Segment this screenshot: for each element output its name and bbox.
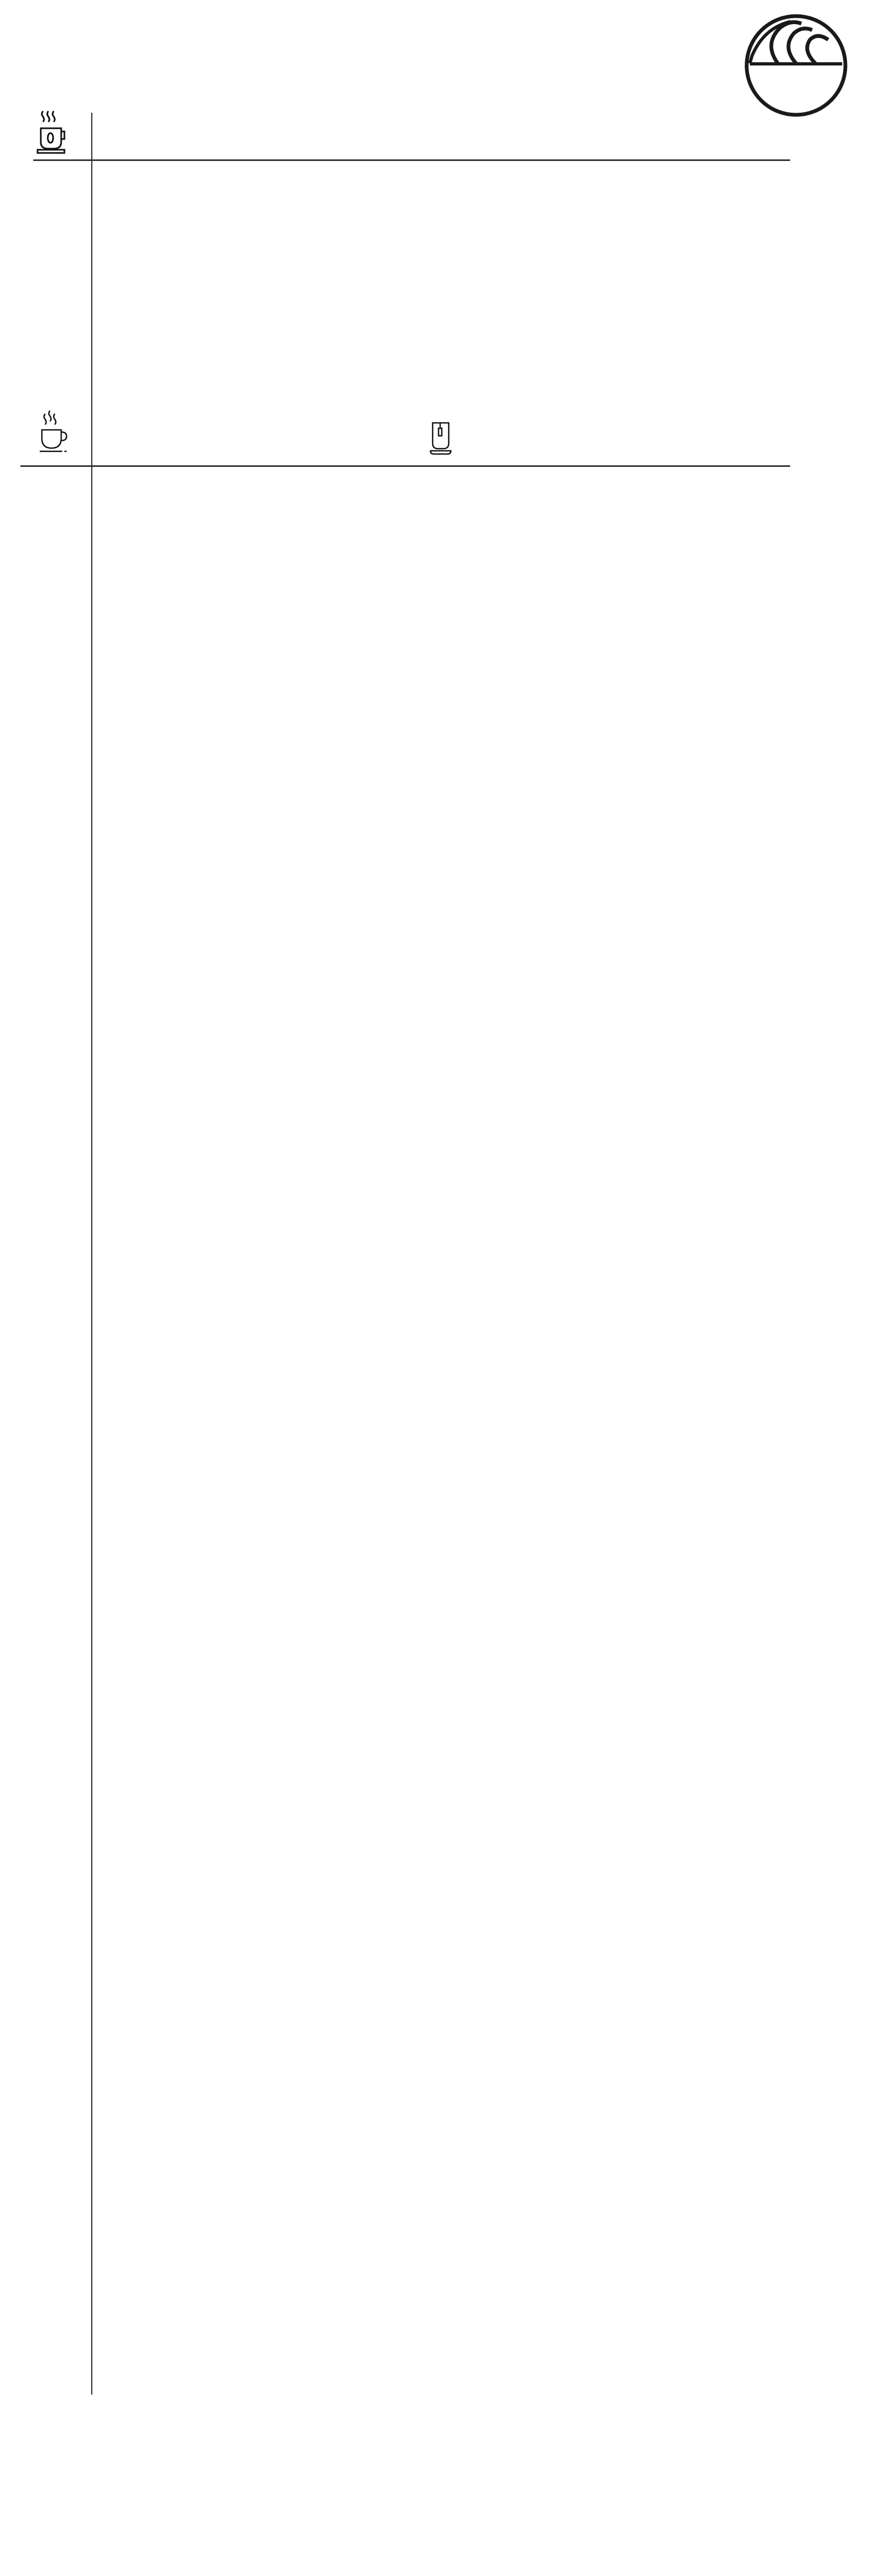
section-divider (20, 465, 790, 467)
steaming-mug-icon (40, 411, 83, 456)
coffee-cup-icon (36, 110, 81, 157)
section-divider (33, 159, 790, 161)
tea-cup-icon (429, 421, 455, 459)
riptide-cafe-logo (742, 12, 850, 119)
drink-sizes-note (105, 167, 135, 183)
wave-logo-icon (742, 12, 850, 119)
drink-sizes-note (105, 473, 135, 489)
vertical-divider (91, 113, 92, 2395)
